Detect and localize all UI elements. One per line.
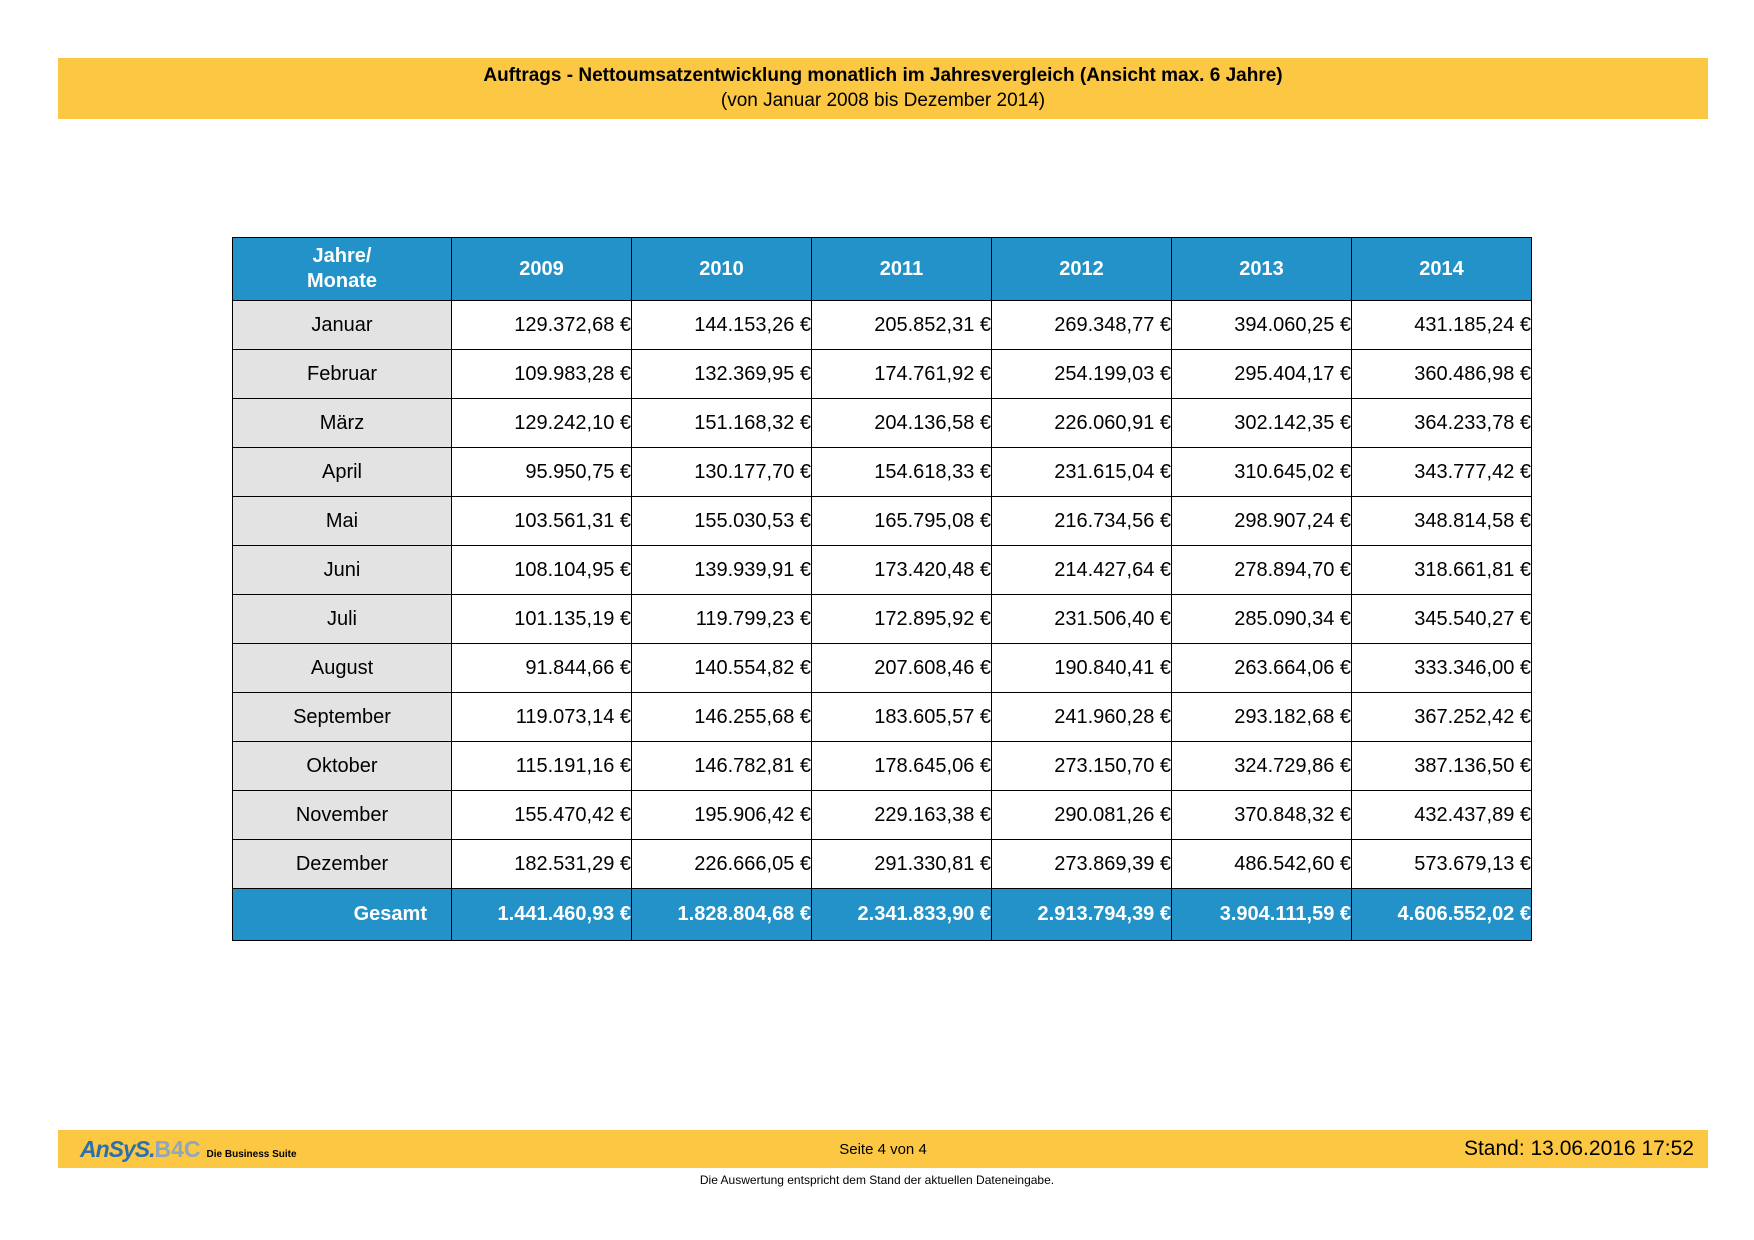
report-header	[58, 58, 1708, 119]
value-cell: 263.664,06 €	[1172, 644, 1352, 693]
table-row	[233, 791, 1532, 840]
value-cell: 205.852,31 €	[812, 301, 992, 350]
month-cell: April	[233, 448, 452, 497]
table-row	[233, 742, 1532, 791]
value-cell: 115.191,16 €	[452, 742, 632, 791]
value-cell: 144.153,26 €	[632, 301, 812, 350]
value-cell: 231.615,04 €	[992, 448, 1172, 497]
value-cell: 298.907,24 €	[1172, 497, 1352, 546]
value-cell: 345.540,27 €	[1352, 595, 1532, 644]
value-cell: 119.799,23 €	[632, 595, 812, 644]
value-cell: 165.795,08 €	[812, 497, 992, 546]
value-cell: 172.895,92 €	[812, 595, 992, 644]
value-cell: 95.950,75 €	[452, 448, 632, 497]
footer-note: Die Auswertung entspricht dem Stand der aktuellen Dateneingabe.	[699, 1173, 1055, 1187]
year-header: 2009	[452, 238, 632, 301]
value-cell: 486.542,60 €	[1172, 840, 1352, 889]
value-cell: 130.177,70 €	[632, 448, 812, 497]
month-cell: Juni	[233, 546, 452, 595]
table-body	[233, 301, 1532, 941]
value-cell: 139.939,91 €	[632, 546, 812, 595]
total-value-cell: 2.341.833,90 €	[812, 889, 992, 941]
value-cell: 183.605,57 €	[812, 693, 992, 742]
table-row	[233, 448, 1532, 497]
month-cell: März	[233, 399, 452, 448]
page-number: Seite 4 von 4	[839, 1141, 927, 1158]
value-cell: 360.486,98 €	[1352, 350, 1532, 399]
value-cell: 273.869,39 €	[992, 840, 1172, 889]
table-row	[233, 399, 1532, 448]
value-cell: 431.185,24 €	[1352, 301, 1532, 350]
total-row	[233, 889, 1532, 941]
value-cell: 154.618,33 €	[812, 448, 992, 497]
value-cell: 178.645,06 €	[812, 742, 992, 791]
value-cell: 370.848,32 €	[1172, 791, 1352, 840]
value-cell: 214.427,64 €	[992, 546, 1172, 595]
value-cell: 146.255,68 €	[632, 693, 812, 742]
value-cell: 91.844,66 €	[452, 644, 632, 693]
value-cell: 129.242,10 €	[452, 399, 632, 448]
value-cell: 226.666,05 €	[632, 840, 812, 889]
value-cell: 195.906,42 €	[632, 791, 812, 840]
value-cell: 101.135,19 €	[452, 595, 632, 644]
value-cell: 241.960,28 €	[992, 693, 1172, 742]
value-cell: 333.346,00 €	[1352, 644, 1532, 693]
table-header-row	[233, 238, 1532, 301]
value-cell: 109.983,28 €	[452, 350, 632, 399]
corner-label-years: Jahre/	[312, 245, 372, 267]
total-value-cell: 1.828.804,68 €	[632, 889, 812, 941]
total-value-cell: 3.904.111,59 €	[1172, 889, 1352, 941]
value-cell: 367.252,42 €	[1352, 693, 1532, 742]
value-cell: 302.142,35 €	[1172, 399, 1352, 448]
table-row	[233, 301, 1532, 350]
value-cell: 207.608,46 €	[812, 644, 992, 693]
table-row	[233, 840, 1532, 889]
value-cell: 269.348,77 €	[992, 301, 1172, 350]
value-cell: 432.437,89 €	[1352, 791, 1532, 840]
total-label: Gesamt	[233, 889, 452, 941]
value-cell: 204.136,58 €	[812, 399, 992, 448]
month-cell: Mai	[233, 497, 452, 546]
value-cell: 140.554,82 €	[632, 644, 812, 693]
value-cell: 387.136,50 €	[1352, 742, 1532, 791]
value-cell: 146.782,81 €	[632, 742, 812, 791]
value-cell: 348.814,58 €	[1352, 497, 1532, 546]
total-value-cell: 1.441.460,93 €	[452, 889, 632, 941]
month-cell: Januar	[233, 301, 452, 350]
table-row	[233, 595, 1532, 644]
value-cell: 229.163,38 €	[812, 791, 992, 840]
value-cell: 273.150,70 €	[992, 742, 1172, 791]
report-title: Auftrags - Nettoumsatzentwicklung monatlich im Jahresvergleich (Ansicht max. 6 Jahre)	[483, 65, 1283, 86]
month-cell: Februar	[233, 350, 452, 399]
value-cell: 285.090,34 €	[1172, 595, 1352, 644]
month-cell: Oktober	[233, 742, 452, 791]
value-cell: 174.761,92 €	[812, 350, 992, 399]
value-cell: 291.330,81 €	[812, 840, 992, 889]
table-row	[233, 497, 1532, 546]
value-cell: 190.840,41 €	[992, 644, 1172, 693]
value-cell: 293.182,68 €	[1172, 693, 1352, 742]
value-cell: 155.470,42 €	[452, 791, 632, 840]
value-cell: 290.081,26 €	[992, 791, 1172, 840]
total-value-cell: 4.606.552,02 €	[1352, 889, 1532, 941]
value-cell: 318.661,81 €	[1352, 546, 1532, 595]
table-row	[233, 350, 1532, 399]
value-cell: 364.233,78 €	[1352, 399, 1532, 448]
value-cell: 254.199,03 €	[992, 350, 1172, 399]
value-cell: 119.073,14 €	[452, 693, 632, 742]
year-header: 2014	[1352, 238, 1532, 301]
month-cell: Juli	[233, 595, 452, 644]
report-subtitle: (von Januar 2008 bis Dezember 2014)	[720, 90, 1046, 111]
value-cell: 573.679,13 €	[1352, 840, 1532, 889]
month-cell: August	[233, 644, 452, 693]
table-row	[233, 693, 1532, 742]
value-cell: 216.734,56 €	[992, 497, 1172, 546]
value-cell: 129.372,68 €	[452, 301, 632, 350]
value-cell: 155.030,53 €	[632, 497, 812, 546]
revenue-table	[232, 237, 1532, 941]
value-cell: 173.420,48 €	[812, 546, 992, 595]
value-cell: 132.369,95 €	[632, 350, 812, 399]
value-cell: 182.531,29 €	[452, 840, 632, 889]
year-header: 2010	[632, 238, 812, 301]
value-cell: 103.561,31 €	[452, 497, 632, 546]
value-cell: 295.404,17 €	[1172, 350, 1352, 399]
logo-b4c: B4C	[154, 1136, 201, 1162]
table-row	[233, 546, 1532, 595]
year-header: 2011	[812, 238, 992, 301]
table-row	[233, 644, 1532, 693]
year-header: 2013	[1172, 238, 1352, 301]
value-cell: 108.104,95 €	[452, 546, 632, 595]
value-cell: 324.729,86 €	[1172, 742, 1352, 791]
month-cell: September	[233, 693, 452, 742]
value-cell: 343.777,42 €	[1352, 448, 1532, 497]
month-cell: November	[233, 791, 452, 840]
total-value-cell: 2.913.794,39 €	[992, 889, 1172, 941]
month-cell: Dezember	[233, 840, 452, 889]
year-header: 2012	[992, 238, 1172, 301]
value-cell: 310.645,02 €	[1172, 448, 1352, 497]
value-cell: 231.506,40 €	[992, 595, 1172, 644]
report-footer	[58, 1130, 1708, 1168]
value-cell: 226.060,91 €	[992, 399, 1172, 448]
logo-wordmark: AnSyS.	[80, 1136, 155, 1162]
timestamp: Stand: 13.06.2016 17:52	[1463, 1137, 1694, 1160]
value-cell: 151.168,32 €	[632, 399, 812, 448]
logo-tagline: Die Business Suite	[206, 1149, 297, 1160]
corner-label-months: Monate	[307, 270, 377, 292]
value-cell: 278.894,70 €	[1172, 546, 1352, 595]
corner-header	[233, 238, 452, 301]
value-cell: 394.060,25 €	[1172, 301, 1352, 350]
